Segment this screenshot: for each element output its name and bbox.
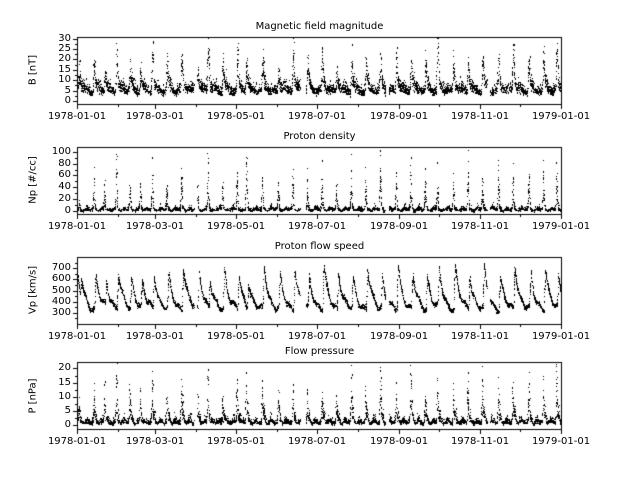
x-tick-label: 1978-03-01: [125, 221, 185, 232]
x-tick-label: 1978-07-01: [287, 331, 347, 342]
x-tick-label: 1978-07-01: [287, 221, 347, 232]
x-tick-label: 1978-09-01: [369, 331, 429, 342]
y-tick-label: 80: [58, 158, 71, 169]
y-tick-label: 300: [51, 307, 71, 318]
y-tick-label: 40: [58, 181, 71, 192]
y-tick-label: 20: [58, 53, 71, 64]
x-tick-label: 1978-01-01: [47, 331, 107, 342]
x-tick-label: 1978-05-01: [206, 111, 266, 122]
y-tick-label: 10: [58, 74, 71, 85]
y-tick-label: 20: [58, 362, 71, 373]
x-tick-label: 1978-07-01: [287, 111, 347, 122]
x-tick-label: 1978-11-01: [450, 331, 510, 342]
x-tick-label: 1978-01-01: [47, 111, 107, 122]
y-tick-label: 400: [51, 296, 71, 307]
x-tick-label: 1978-05-01: [206, 221, 266, 232]
panel-title-proton-density: Proton density: [283, 131, 356, 142]
y-tick-label: 600: [51, 273, 71, 284]
x-tick-label: 1979-01-01: [531, 331, 591, 342]
x-tick-label: 1979-01-01: [531, 221, 591, 232]
x-tick-label: 1978-11-01: [450, 221, 510, 232]
panel-title-proton-flow-speed: Proton flow speed: [274, 241, 365, 252]
x-tick-label: 1978-01-01: [47, 436, 107, 447]
x-tick-label: 1978-09-01: [369, 111, 429, 122]
x-tick-label: 1979-01-01: [531, 436, 591, 447]
y-tick-label: 0: [64, 205, 71, 216]
x-tick-label: 1979-01-01: [531, 111, 591, 122]
y-axis-label-p: P [nPa]: [27, 378, 39, 414]
y-axis-label-np: Np [#/cc]: [27, 156, 39, 204]
x-tick-label: 1978-03-01: [125, 331, 185, 342]
x-tick-label: 1978-07-01: [287, 436, 347, 447]
x-tick-label: 1978-05-01: [206, 331, 266, 342]
y-tick-label: 30: [58, 33, 71, 44]
y-axis-label-vp: Vp [km/s]: [27, 265, 39, 315]
y-tick-label: 5: [64, 405, 71, 416]
x-tick-label: 1978-11-01: [450, 111, 510, 122]
y-tick-label: 0: [64, 95, 71, 106]
y-tick-label: 20: [58, 193, 71, 204]
y-axis-label-b: B [nT]: [27, 54, 39, 86]
y-tick-label: 0: [64, 419, 71, 430]
y-tick-label: 500: [51, 285, 71, 296]
x-tick-label: 1978-05-01: [206, 436, 266, 447]
y-tick-label: 10: [58, 391, 71, 402]
y-tick-label: 15: [58, 377, 71, 388]
panel-title-flow-pressure: Flow pressure: [284, 346, 355, 357]
y-tick-label: 700: [51, 262, 71, 273]
x-tick-label: 1978-01-01: [47, 221, 107, 232]
x-tick-label: 1978-03-01: [125, 436, 185, 447]
x-tick-label: 1978-11-01: [450, 436, 510, 447]
panel-title-magnetic-field: Magnetic field magnitude: [255, 21, 384, 32]
y-tick-label: 25: [58, 43, 71, 54]
y-tick-label: 60: [58, 169, 71, 180]
y-tick-label: 100: [51, 146, 71, 157]
x-tick-label: 1978-09-01: [369, 436, 429, 447]
x-tick-label: 1978-09-01: [369, 221, 429, 232]
x-tick-label: 1978-03-01: [125, 111, 185, 122]
y-tick-label: 15: [58, 64, 71, 75]
y-tick-label: 5: [64, 85, 71, 96]
